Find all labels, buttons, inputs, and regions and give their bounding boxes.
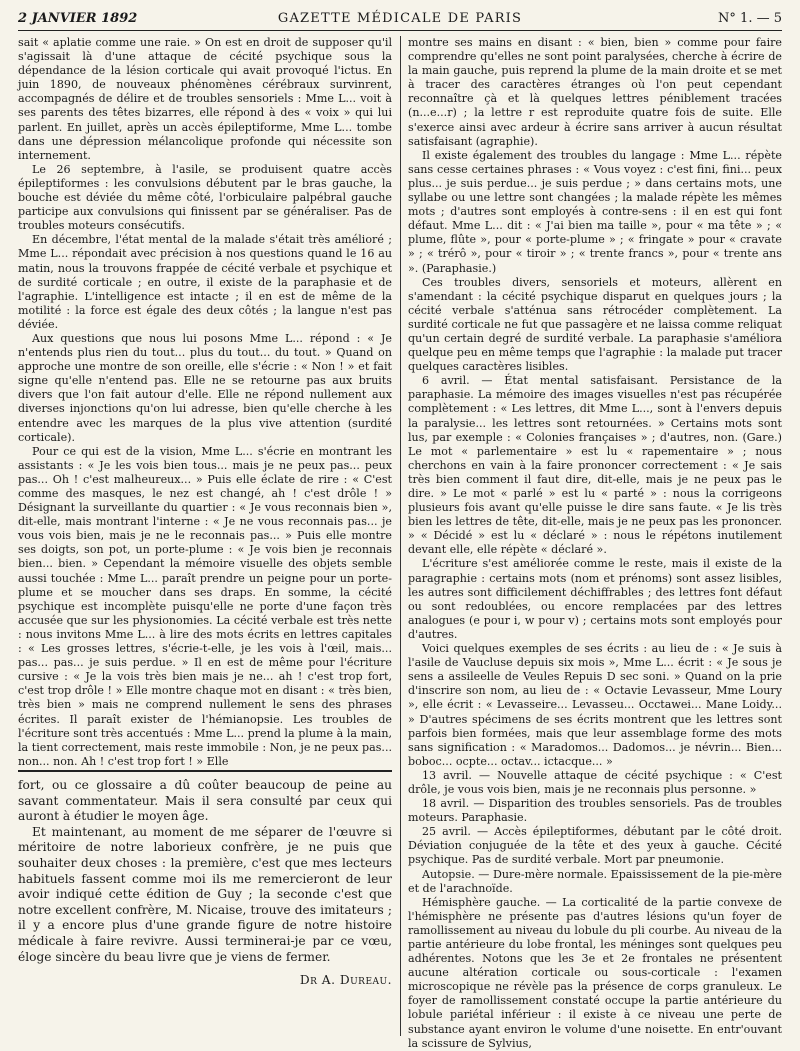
paragraph: En décembre, l'état mental de la malade s'était très amélioré ; Mme L... répondait avec précision à nos questions quand le 16 au matin, nous la trouvons frappée de cécité verbale et psychique et de surdité corticale ; en outre, il existe de la paraphasie et de l'agraphie. L'intelligence est intacte ; il en est de même de la motilité : la force est égale des deux côtés ; la langue n'est pas déviée. xyxy=(18,233,392,331)
issue-date: 2 JANVIER 1892 xyxy=(18,11,138,26)
paragraph: fort, ou ce glossaire a dû coûter beaucoup de peine au savant commentateur. Mais il sera consulté par ceux qui auront à étudier le moyen âge. xyxy=(18,778,392,824)
paragraph: Il existe également des troubles du langage : Mme L... répète sans cesse certaines phrases : « Vous voyez : c'est fini, fini... peux plus... je suis perdue... je suis perdue ; » dans certains mots, une syllabe ou une lettre sont changées ; la malade répète les mêmes mots ; d'autres sont employés à contre-sens : il en est qui font défaut. Mme L... dit : « J'ai bien ma taille », pour « ma tête » ; « plume, flûte », pour « porte-plume » ; « fringate » pour « cravate » ; « trérô », pour « tiroir » ; « trente francs », pour « trente ans ». (Paraphasie.) xyxy=(408,148,782,275)
author-signature: Dr A. Dureau. xyxy=(299,973,392,988)
column-divider xyxy=(400,36,401,1036)
paragraph: 13 avril. — Nouvelle attaque de cécité psychique : « C'est drôle, je vous vois bien, mais je ne reconnais plus personne. » xyxy=(408,768,782,796)
paragraph: Pour ce qui est de la vision, Mme L... s'écrie en montrant les assistants : « Je les vois bien tous... mais je ne peux pas... peux pas... Oh ! c'est malheureux... » Puis elle éclate de rire : « C'est comme des masques, le nez est changé, ah ! c'est drôle ! » Désignant la surveillante du quartier : « Je vous reconnais bien », dit-elle, mais montrant l'interne : « Je ne vous reconnais pas... je vous vois bien, mais je ne le reconnais pas... » Puis elle montre ses doigts, son pot, un porte-plume : « Je vois bien je reconnais bien... bien. » Cependant la mémoire visuelle des objets semble aussi touchée : Mme L... paraît prendre un peigne pour un porte-plume et se moucher dans ses draps. En somme, la cécité psychique est incomplète puisqu'elle ne porte d'une façon très accusée que sur les physionomies. La cécité verbale est très nette : nous invitons Mme L... à lire des mots écrits en lettres capitales : « Les grosses lettres, s'écrie-t-elle, je les vois à l'œil, mais... pas... pas... je suis perdue. » Il en est de même pour l'écriture cursive : « Je la vois très bien mais je ne... ah ! c'est trop fort, c'est trop drôle ! » Elle montre chaque mot en disant : « très bien, très bien » mais ne comprend nullement le sens des phrases écrites. Il paraît exister de l'hémianopsie. Les troubles de l'écriture sont très accentués : Mme L... prend la plume à la main, la tient correctement, mais reste immobile : Non, je ne peux pas... non... non. Ah ! c'est trop fort ! » Elle xyxy=(18,444,392,768)
paragraph: Ces troubles divers, sensoriels et moteurs, allèrent en s'amendant : la cécité psychique disparut en quelques jours ; la cécité verbale s'atténua sans rétrocéder complètement. La surdité corticale ne fut que passagère et ne laissa comme reliquat qu'un certain degré de surdité verbale. La paraphasie s'améliora quelque peu en même temps que l'agraphie : la malade put tracer quelques caractères lisibles. xyxy=(408,275,782,374)
newspaper-page xyxy=(18,8,782,1050)
paragraph: L'écriture s'est améliorée comme le reste, mais il existe de la paragraphie : certains mots (nom et prénoms) sont assez lisibles, les autres sont difficilement déchiffrables ; des lettres font défaut ou sont redoublées, ou encore remplacées par des lettres analogues (e pour i, w pour v) ; certains mots sont employés pour d'autres. xyxy=(408,557,782,641)
page-header xyxy=(18,8,782,31)
left-column-article xyxy=(18,36,392,766)
paragraph: 6 avril. — État mental satisfaisant. Persistance de la paraphasie. La mémoire des images visuelles n'est pas récupérée complètement : « Les lettres, dit Mme L..., sont à l'envers depuis la paralysie... les lettres sont retournées. » Certains mots sont lus, par exemple : « Colonies françaises » ; d'autres, non. (Gare.) Le mot « parlementaire » est lu « rapementaire » ; nous cherchons en vain à la faire prononcer correctement : « Je sais très bien comment il faut dire, dit-elle, mais je ne peux pas le dire. » Le mot « parlé » est lu « parté » : nous la corrigeons plusieurs fois avant qu'elle puisse le dire sans faute. « Je lis très bien les lettres de tête, dit-elle, mais je ne peux pas les prononcer. » « Décidé » est lu « déclaré » : nous le répétons inutilement devant elle, elle répète « déclaré ». xyxy=(408,374,782,557)
section-divider xyxy=(18,770,392,772)
paragraph: Et maintenant, au moment de me séparer de l'œuvre si méritoire de notre laborieux confrère, je ne puis que souhaiter deux choses : la première, c'est que mes lecteurs habituels fassent comme moi ils me remercieront de leur avoir indiqué cette édition de Guy ; la seconde c'est que notre excellent confrère, M. Nicaise, trouve des imitateurs ; il y a encore plus d'une grande figure de notre histoire médicale à faire revivre. Aussi terminerai-je par ce vœu, éloge sincère du beau livre que je viens de fermer. xyxy=(18,824,392,964)
paragraph: montre ses mains en disant : « bien, bien » comme pour faire comprendre qu'elles ne sont point paralysées, cherche à écrire de la main gauche, puis reprend la plume de la main droite et se met à tracer des caractères étranges où l'on peut cependant reconnaître çà et là quelques lettres péniblement tracées (n...e...r) ; la lettre r est reproduite quatre fois de suite. Elle s'exerce ainsi avec ardeur à écrire sans arriver à aucun résultat satisfaisant (agraphie). xyxy=(408,36,782,148)
paragraph: 25 avril. — Accès épileptiformes, débutant par le côté droit. Déviation conjuguée de la tête et des yeux à gauche. Cécité psychique. Pas de surdité verbale. Mort par pneumonie. xyxy=(408,825,782,867)
paragraph: 18 avril. — Disparition des troubles sensoriels. Pas de troubles moteurs. Paraphasie. xyxy=(408,797,782,825)
left-column-review xyxy=(18,778,392,1038)
issue-number: N° 1. — 5 xyxy=(718,11,782,26)
paragraph: Aux questions que nous lui posons Mme L... répond : « Je n'entends plus rien du tout... plus du tout... du tout. » Quand on approche une montre de son oreille, elle s'écrie : « Non ! » et fait signe qu'elle n'entend pas. Elle ne se retourne pas aux bruits divers que l'on fait autour d'elle. Elle ne répond nullement aux diverses injonctions qu'on lui adresse, bien qu'elle cherche à les entendre avec les marques de la plus vive attention (surdité corticale). xyxy=(18,331,392,444)
paragraph: Autopsie. — Dure-mère normale. Epaississement de la pie-mère et de l'arachnoïde. xyxy=(408,867,782,895)
paragraph: Hémisphère gauche. — La corticalité de la partie convexe de l'hémisphère ne présente pas d'autres lésions qu'un foyer de ramollissement au niveau du lobule du pli courbe. Au niveau de la partie antérieure du lobe frontal, les méninges sont quelques peu adhérentes. Notons que les 3e et 2e frontales ne présentent aucune altération corticale ou sous-corticale : l'examen microscopique ne révèle pas la présence de corps granuleux. Le foyer de ramollissement constaté occupe la partie antérieure du lobule pariétal inférieur : il existe à ce niveau une perte de substance ayant environ le volume d'une noisette. En entr'ouvant la scissure de Sylvius, xyxy=(408,895,782,1050)
paragraph: Voici quelques exemples de ses écrits : au lieu de : « Je suis à l'asile de Vaucluse depuis six mois », Mme L... écrit : « Je sous je sens a assileelle de Veules Repuis D sec soni. » Quand on la prie d'inscrire son nom, au lieu de : « Octavie Levasseur, Mme Loury », elle écrit : « Levasseire... Levasseu... Occtawei... Mane Loidy... » D'autres spécimens de ses écrits montrent que les lettres sont parfois bien formées, mais que leur assemblage forme des mots sans signification : « Maradomos... Dadomos... je névrin... Bien... boboc... ocpte... octav... ictacque... » xyxy=(408,642,782,768)
paragraph: Le 26 septembre, à l'asile, se produisent quatre accès épileptiformes : les convulsions débutent par le bras gauche, la bouche est déviée du même côté, l'orbiculaire palpébral gauche participe aux convulsions qui finissent par se généraliser. Pas de troubles moteurs consécutifs. xyxy=(18,162,392,233)
right-column-article xyxy=(408,36,782,1050)
paragraph: sait « aplatie comme une raie. » On est en droit de supposer qu'il s'agissait là d'une attaque de cécité psychique sous la dépendance de la lésion corticale qui avait provoqué l'ictus. En juin 1890, de nouveaux phénomènes cérébraux survinrent, accompagnés de délire et de troubles sensoriels : Mme L... voit à ses parents des têtes bizarres, elle répond à des « voix » qui lui parlent. En juillet, après un accès épileptiforme, Mme L... tombe dans une dépression mélancolique profonde qui nécessite son internement. xyxy=(18,36,392,162)
journal-title: GAZETTE MÉDICALE DE PARIS xyxy=(277,11,523,26)
